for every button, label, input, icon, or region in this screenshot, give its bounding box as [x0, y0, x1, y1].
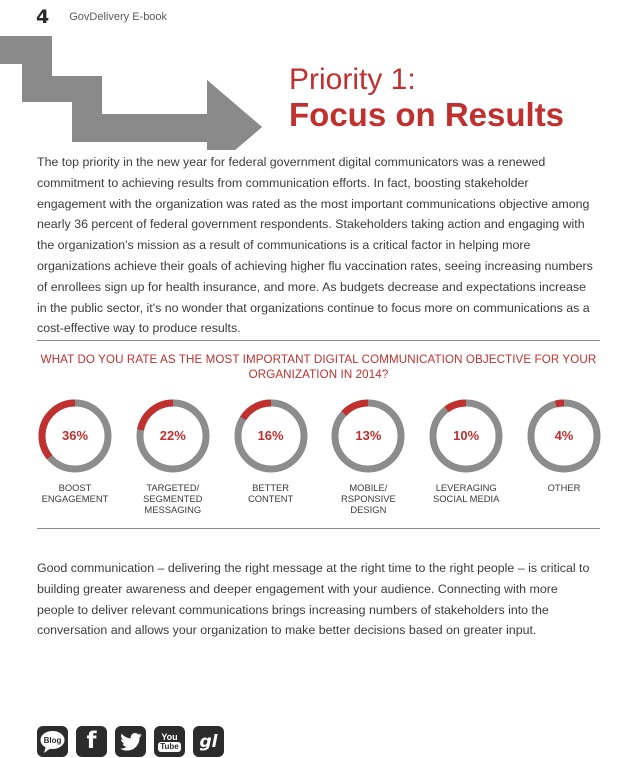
donut-chart	[526, 398, 602, 474]
donut-label: LEVERAGING SOCIAL MEDIA	[433, 482, 500, 504]
donut-percent: 10%	[453, 428, 480, 443]
donut-label: MOBILE/ RSPONSIVE DESIGN	[341, 482, 396, 515]
survey-question: WHAT DO YOU RATE AS THE MOST IMPORTANT DIGITAL COMMUNICATION OBJECTIVE FOR YOUR ORGANIZATION IN 2014?	[40, 353, 597, 381]
page-number: 4	[36, 6, 50, 28]
donut-item	[233, 398, 309, 515]
blog-icon[interactable]	[37, 726, 68, 757]
donut-percent: 4%	[554, 428, 574, 443]
donut-label: OTHER	[547, 482, 581, 493]
donut-percent: 13%	[355, 428, 382, 443]
facebook-icon[interactable]	[76, 726, 107, 757]
page-header	[36, 6, 167, 28]
donut-item	[135, 398, 211, 515]
divider-bottom	[37, 528, 600, 529]
donut-item	[330, 398, 406, 515]
govloop-icon[interactable]	[193, 726, 224, 757]
donut-item	[37, 398, 113, 515]
donut-chart	[233, 398, 309, 474]
youtube-icon-top: You	[161, 731, 178, 742]
intro-paragraph: The top priority in the new year for federal government digital communicators was a renewed commitment to achieving results from communication efforts. In fact, boosting stakeholder engagement with the organization was rated as the most important communications objective among nearly 36 percent of federal government respondents. Stakeholders taking action and engaging with the organization's mission as a result of communications is a critical factor in helping more organizations achieve their goals of achieving higher flu vaccination rates, seeing increasing numbers of enrollees sign up for health insurance, and more. As budgets decrease and expectations increase in the public sector, it's no wonder that organizations continue to focus more on communications as a cost-effective way to produce results.	[37, 155, 593, 336]
blog-icon-text: Blog	[43, 736, 62, 745]
twitter-icon[interactable]	[115, 726, 146, 757]
donut-chart-row	[37, 398, 602, 515]
donut-chart	[135, 398, 211, 474]
donut-label: BETTER CONTENT	[247, 482, 294, 504]
closing-paragraph: Good communication – delivering the right message at the right time to the right people – is critical to building greater awareness and deeper engagement with your audience. Connecting with more people to deliver relevant communications brings increasing numbers of stakeholders into the conversation and allows your organization to make better decisions based on greater input.	[37, 561, 590, 638]
youtube-icon-bottom: Tube	[160, 741, 179, 751]
donut-label: BOOST ENGAGEMENT	[41, 482, 109, 504]
donut-item	[526, 398, 602, 515]
donut-percent: 36%	[61, 428, 89, 443]
ebook-title: GovDelivery E-book	[69, 11, 168, 23]
divider-top	[37, 340, 600, 341]
title-line1: Priority 1:	[289, 63, 416, 96]
govloop-icon-glyph: gl	[199, 731, 218, 752]
donut-chart	[37, 398, 113, 474]
title-line2: Focus on Results	[289, 96, 565, 133]
stepped-arrow-graphic	[0, 30, 290, 150]
donut-chart	[330, 398, 406, 474]
donut-percent: 16%	[257, 428, 284, 443]
donut-chart	[428, 398, 504, 474]
youtube-icon[interactable]	[154, 726, 185, 757]
social-icons	[37, 726, 224, 757]
donut-percent: 22%	[159, 428, 186, 443]
donut-label: TARGETED/ SEGMENTED MESSAGING	[143, 482, 203, 515]
page-title	[289, 64, 564, 134]
facebook-icon-glyph: f	[86, 728, 97, 754]
donut-item	[428, 398, 504, 515]
